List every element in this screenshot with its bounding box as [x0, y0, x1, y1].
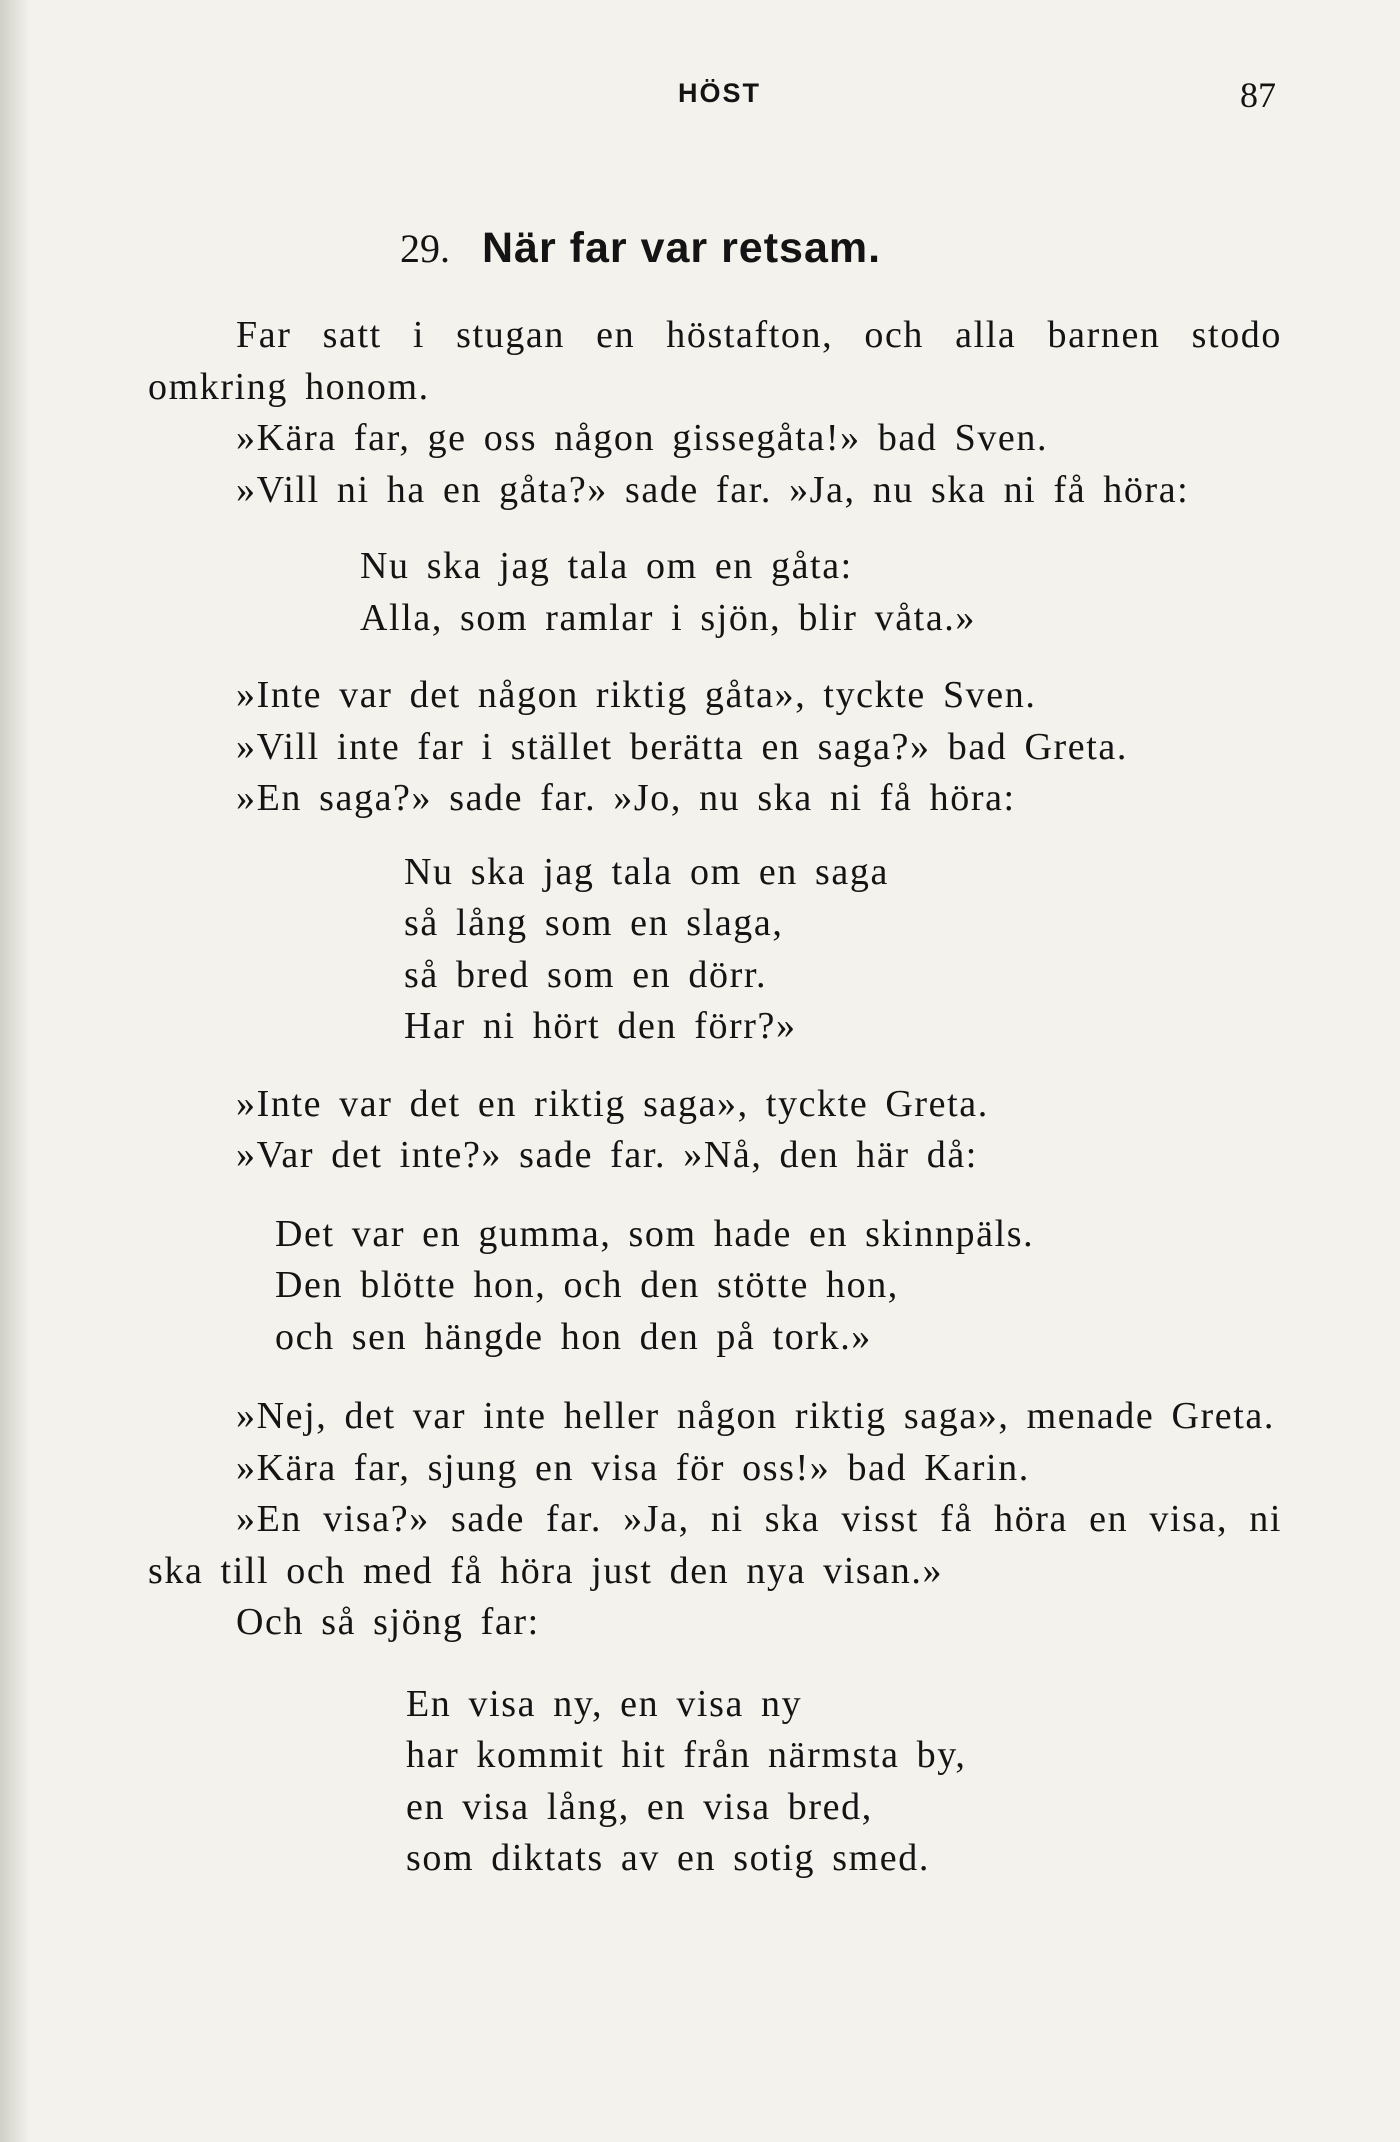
paragraph: Och så sjöng far:: [236, 1601, 540, 1643]
verse-line: Har ni hört den förr?»: [404, 1005, 797, 1047]
chapter-title: [400, 224, 881, 273]
verse-line: har kommit hit från närmsta by,: [406, 1734, 967, 1776]
verse-line: Alla, som ramlar i sjön, blir våta.»: [360, 596, 976, 639]
paragraph: »Inte var det någon riktig gåta», tyckte Sven.: [236, 674, 1037, 716]
paragraph: »Var det inte?» sade far. »Nå, den här då:: [236, 1134, 978, 1176]
paragraph: »Vill inte far i stället berätta en saga?» bad Greta.: [236, 725, 1128, 768]
verse-line: Det var en gumma, som hade en skinnpäls.: [275, 1212, 1035, 1255]
verse-line: så bred som en dörr.: [404, 953, 768, 996]
verse-block: [406, 1679, 1282, 1885]
verse-line: Nu ska jag tala om en saga: [404, 850, 889, 893]
verse-block: [360, 541, 1282, 644]
paragraph: Far satt i stugan en höstafton, och alla barnen stodo omkring honom.: [148, 314, 1282, 408]
paragraph: »Nej, det var inte heller någon riktig saga», menade Greta.: [236, 1395, 1275, 1437]
running-head: HÖST: [678, 78, 762, 108]
body-text: [148, 310, 1282, 1885]
paragraph: »En saga?» sade far. »Jo, nu ska ni få höra:: [236, 777, 1016, 819]
paragraph: »Vill ni ha en gåta?» sade far. »Ja, nu ska ni få höra:: [236, 468, 1190, 511]
verse-line: Den blötte hon, och den stötte hon,: [275, 1264, 899, 1306]
verse-line: Nu ska jag tala om en gåta:: [360, 545, 853, 587]
verse-block: [275, 1209, 1282, 1364]
chapter-name: När far var retsam.: [482, 224, 882, 272]
chapter-number: 29.: [400, 226, 450, 271]
verse-line: som diktats av en sotig smed.: [406, 1837, 930, 1879]
verse-line: En visa ny, en visa ny: [406, 1682, 803, 1725]
paragraph: »Kära far, sjung en visa för oss!» bad Karin.: [236, 1446, 1030, 1489]
paragraph: »En visa?» sade far. »Ja, ni ska visst få höra en visa, ni ska till och med få höra just den nya visan.»: [148, 1498, 1282, 1592]
paragraph: »Kära far, ge oss någon gissegåta!» bad Sven.: [236, 417, 1049, 459]
page-number: 87: [1240, 75, 1276, 115]
verse-line: en visa lång, en visa bred,: [406, 1785, 873, 1828]
verse-line: och sen hängde hon den på tork.»: [275, 1315, 872, 1358]
paragraph: »Inte var det en riktig saga», tyckte Greta.: [236, 1082, 989, 1125]
verse-block: [404, 847, 1282, 1053]
verse-line: så lång som en slaga,: [404, 902, 784, 944]
